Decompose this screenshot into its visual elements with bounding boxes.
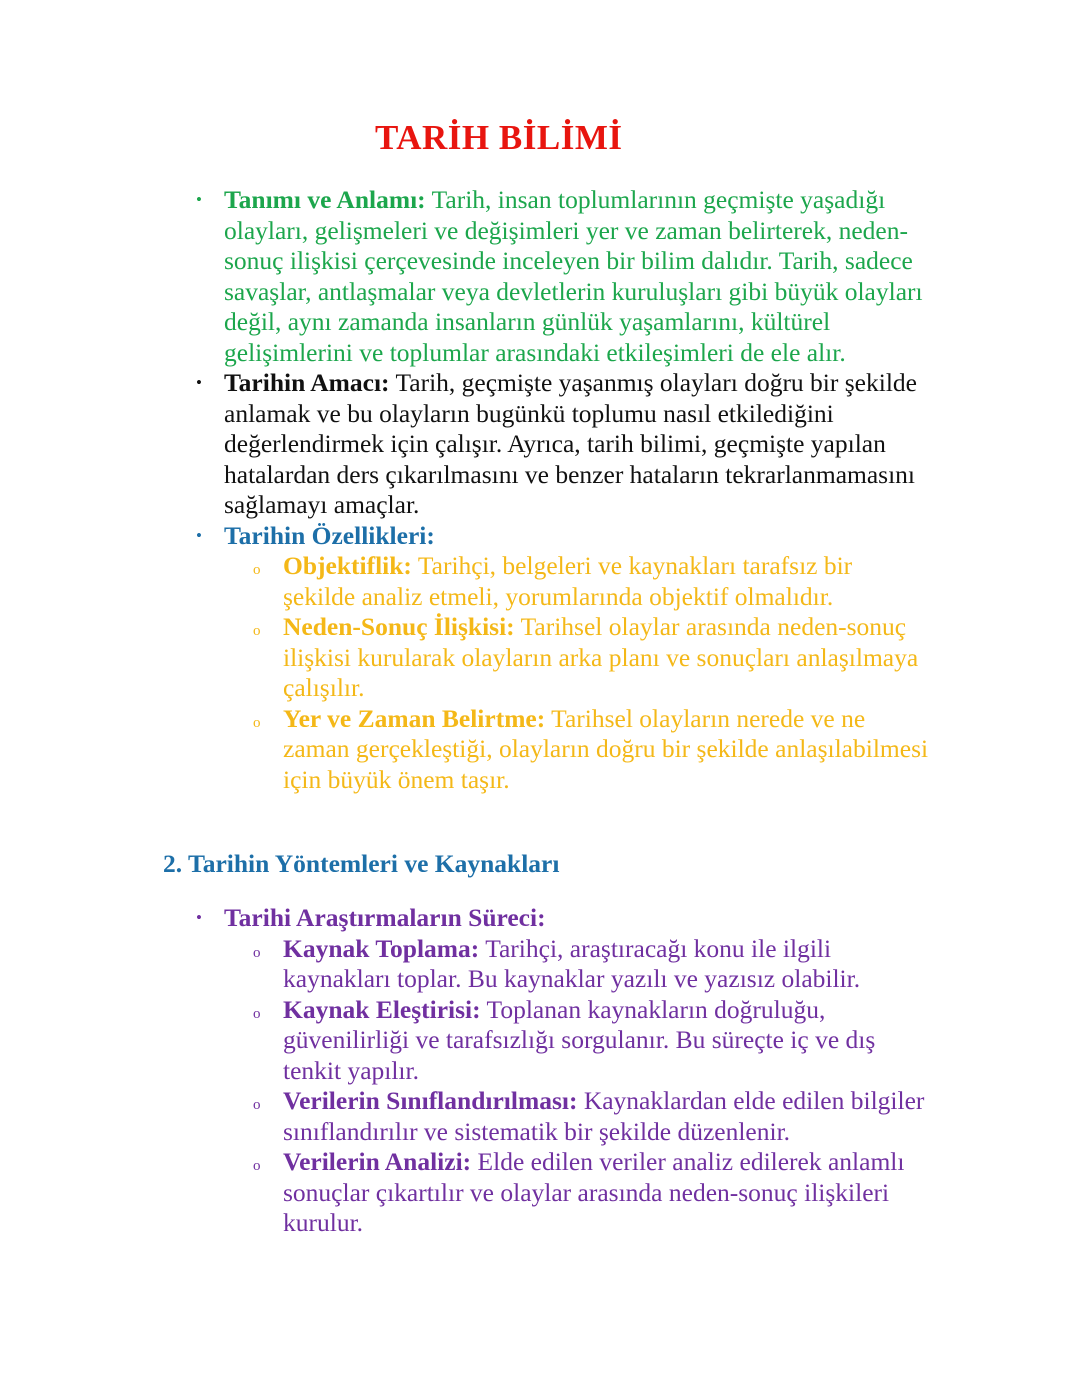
step-label: Kaynak Toplama:	[283, 933, 480, 963]
list-item-research-process	[0, 903, 1080, 934]
feature-label: Neden-Sonuç İlişkisi:	[283, 612, 515, 641]
step-data-classification	[0, 1086, 1080, 1147]
bullet-icon: •	[196, 525, 202, 545]
step-text: Toplanan kaynakların doğruluğu, güvenilirliği ve tarafsızlığı sorgulanır. Bu süreçte iç ve dış tenkit yapılır.	[283, 994, 876, 1085]
bullet-icon: •	[196, 190, 202, 209]
circle-bullet-icon: o	[253, 1097, 261, 1113]
step-source-criticism	[0, 995, 1080, 1087]
step-label: Verilerin Analizi:	[283, 1147, 472, 1176]
feature-label: Yer ve Zaman Belirtme:	[283, 703, 546, 733]
list-item-purpose	[0, 368, 1080, 521]
list-item-features	[0, 521, 1080, 552]
circle-bullet-icon: o	[253, 1158, 261, 1174]
definition-list	[0, 185, 1080, 795]
feature-text: Tarihsel olayların nerede ve ne zaman gerçekleştiği, olayların doğru bir şekilde anlaşılabilmesi için büyük önem taşır.	[283, 703, 929, 794]
step-data-analysis	[0, 1147, 1080, 1239]
methods-list	[0, 903, 1080, 1239]
item-label: Tanımı ve Anlamı:	[224, 185, 426, 214]
item-label: Tarihin Özellikleri:	[224, 520, 435, 550]
item-text: Tarih, geçmişte yaşanmış olayları doğru bir şekilde anlamak ve bu olayların bugünkü toplumu nasıl etkilediğini değerlendirmek için çalışır. Ayrıca, tarih bilimi, geçmişte yapılan hatalardan ders çıkarılmasını ve benzer hataların tekrarlanmamasını sağlamayı amaçlar.	[224, 368, 917, 519]
step-label: Kaynak Eleştirisi:	[283, 994, 481, 1024]
item-label: Tarihin Amacı:	[224, 368, 390, 397]
circle-bullet-icon: o	[253, 562, 261, 578]
feature-label: Objektiflik:	[283, 551, 412, 580]
step-source-collection	[0, 934, 1080, 995]
step-label: Verilerin Sınıflandırılması:	[283, 1086, 578, 1115]
feature-text: Tarihsel olaylar arasında neden-sonuç ilişkisi kurularak olayların arka planı ve sonuçları anlaşılmaya çalışılır.	[283, 612, 919, 702]
bullet-icon: •	[196, 908, 202, 927]
feature-cause-effect	[0, 612, 1080, 704]
circle-bullet-icon: o	[253, 714, 261, 731]
item-label: Tarihi Araştırmaların Süreci:	[224, 903, 546, 932]
circle-bullet-icon: o	[253, 944, 261, 961]
step-text: Tarihçi, araştıracağı konu ile ilgili kaynakları toplar. Bu kaynaklar yazılı ve yazısız olabilir.	[283, 933, 861, 993]
list-item-definition	[0, 185, 1080, 368]
feature-objectivity	[0, 551, 1080, 612]
step-text: Kaynaklardan elde edilen bilgiler sınıflandırılır ve sistematik bir şekilde düzenlenir.	[283, 1086, 925, 1146]
section-heading: 2. Tarihin Yöntemleri ve Kaynakları	[163, 849, 560, 878]
feature-text: Tarihçi, belgeleri ve kaynakları tarafsız bir şekilde analiz etmeli, yorumlarında objektif olmalıdır.	[283, 551, 853, 611]
item-text: Tarih, insan toplumlarının geçmişte yaşadığı olayları, gelişmeleri ve değişimleri yer ve zaman belirterek, neden-sonuç ilişkisi çerçevesinde inceleyen bir bilim dalıdır. Tarih, sadece savaşlar, antlaşmalar veya devletlerin kuruluşları gibi büyük olayları değil, aynı zamanda insanların günlük yaşamlarını, kültürel gelişimlerini ve toplumlar arasındaki etkileşimleri de ele alır.	[224, 185, 923, 367]
page-title: TARİH BİLİMİ	[375, 118, 623, 157]
bullet-icon: •	[196, 373, 202, 392]
step-text: Elde edilen veriler analiz edilerek anlamlı sonuçlar çıkartılır ve olaylar arasında neden-sonuç ilişkileri kurulur.	[283, 1147, 905, 1237]
circle-bullet-icon: o	[253, 1005, 261, 1022]
feature-place-time	[0, 704, 1080, 796]
circle-bullet-icon: o	[253, 623, 261, 639]
